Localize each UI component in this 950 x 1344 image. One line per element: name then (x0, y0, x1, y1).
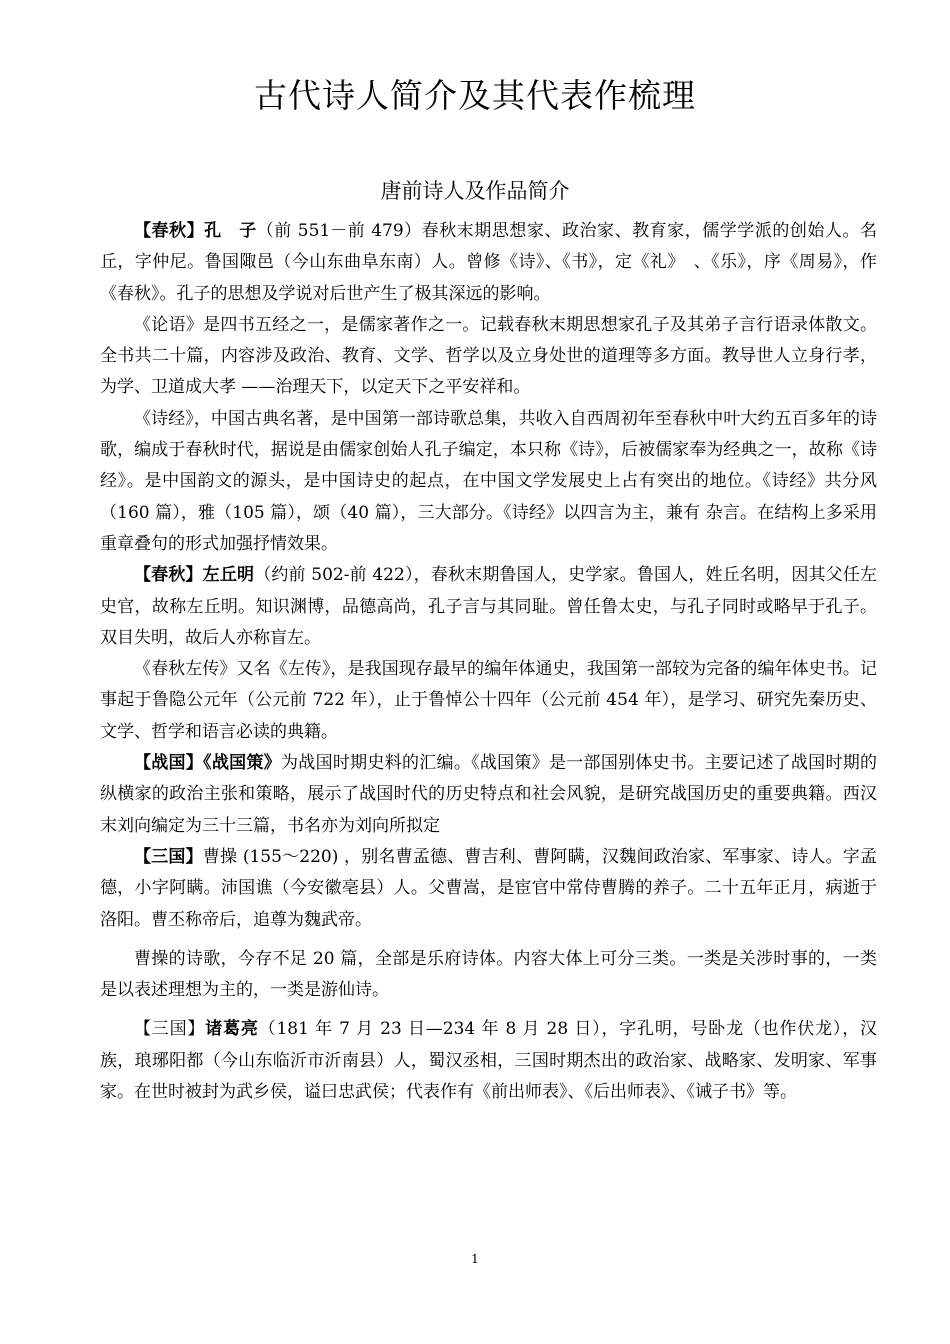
person-name: 左丘明 (202, 565, 255, 586)
paragraph-caocao-poems (100, 944, 877, 1007)
era-tag: 【三国】 (134, 1019, 206, 1040)
era-tag: 【春秋】 (134, 565, 203, 586)
paragraph-text: （约前 502-前 422），春秋末期鲁国人，史学家。鲁国人，姓丘名明，因其父任左史官，故称左丘明。知识渊博，品德高尚，孔子言与其同耻。曾任鲁太史，与孔子同时或略早于孔子。双目失明，故后人亦称盲左。 (100, 565, 878, 648)
paragraph-text: 曹操的诗歌，今存不足 20 篇，全部是乐府诗体。内容大体上可分三类。一类是关涉时事的，一类是以表述理想为主的，一类是游仙诗。 (100, 948, 877, 1001)
document-body (100, 216, 877, 1108)
person-name: 孔 子 (204, 221, 257, 241)
era-tag: 【三国】 (134, 846, 203, 867)
paragraph-zuoqiuming (100, 560, 877, 654)
person-name: 诸葛亮 (205, 1019, 259, 1040)
era-tag: 【战国】 (134, 753, 204, 774)
section-heading: 唐前诗人及作品简介 (380, 179, 570, 203)
book-name: 《战国策》 (203, 753, 282, 774)
paragraph-text: （前 551－前 479）春秋末期思想家、政治家、教育家，儒学学派的创始人。名丘，字仲尼。鲁国陬邑（今山东曲阜东南）人。曾修《诗》、《书》，定《礼》 、《乐》，序《周易》，作《春秋》。孔子的思想及学说对后世产生了极其深远的影响。 (100, 221, 878, 304)
paragraph-zhanguoce (100, 748, 877, 842)
paragraph-shijing (100, 404, 877, 560)
paragraph-text: 《论语》是四书五经之一，是儒家著作之一。记载春秋末期思想家孔子及其弟子言行语录体散文。全书共二十篇，内容涉及政治、教育、文学、哲学以及立身处世的道理等多方面。教导世人立身行孝，为学、卫道成大孝 ——治理天下，以定天下之平安祥和。 (100, 314, 877, 398)
document-title: 古代诗人简介及其代表作梳理 (254, 76, 696, 115)
paragraph-caocao (100, 842, 877, 936)
paragraph-text: (155～220) ，别名曹孟德、曹吉利、曹阿瞒，汉魏间政治家、军事家、诗人。字孟德，小字阿瞒。沛国谯（今安徽亳县）人。父曹嵩，是宦官中常侍曹腾的养子。二十五年正月，病逝于洛阳。曹丕称帝后，追尊为魏武帝。 (100, 846, 878, 930)
paragraph-text: 《诗经》，中国古典名著，是中国第一部诗歌总集，共收入自西周初年至春秋中叶大约五百多年的诗歌，编成于春秋时代，据说是由儒家创始人孔子编定，本只称《诗》，后被儒家奉为经典之一，故称《诗经》。是中国韵文的源头，是中国诗史的起点，在中国文学发展史上占有突出的地位。《诗经》共分风（160 篇），雅（105 篇），颂（40 篇），三大部分。《诗经》以四言为主，兼有 杂言。在结构上多采用 重章叠句的形式加强抒情效果。 (100, 408, 877, 554)
person-name: 曹操 (202, 846, 238, 867)
paragraph-text: 《春秋左传》又名《左传》，是我国现存最早的编年体通史，我国第一部较为完备的编年体史书。记事起于鲁隐公元年（公元前 722 年），止于鲁悼公十四年（公元前 454 年），是学习、研究先秦历史、文学、哲学和语言必读的典籍。 (100, 659, 877, 742)
paragraph-zuozhuan (100, 654, 877, 748)
paragraph-lunyu (100, 310, 877, 404)
era-tag: 【春秋】 (134, 221, 205, 241)
paragraph-confucius (100, 216, 877, 310)
paragraph-text: （181 年 7 月 23 日—234 年 8 月 28 日），字孔明，号卧龙（也作伏龙），汉族，琅琊阳都（今山东临沂市沂南县）人，蜀汉丞相，三国时期杰出的政治家、战略家、发明家、军事家。在世时被封为武乡侯，谥曰忠武侯；代表作有《前出师表》、《后出师表》、《诫子书》等。 (100, 1019, 878, 1103)
page-number: 1 (471, 1252, 479, 1266)
paragraph-text: 为战国时期史料的汇编。《战国策》是一部国别体史书。主要记述了战国时期的纵横家的政治主张和策略，展示了战国时代的历史特点和社会风貌，是研究战国历史的重要典籍。西汉末刘向编定为三十三篇，书名亦为刘向所拟定 (100, 753, 878, 836)
paragraph-zhugeliang (100, 1014, 877, 1108)
